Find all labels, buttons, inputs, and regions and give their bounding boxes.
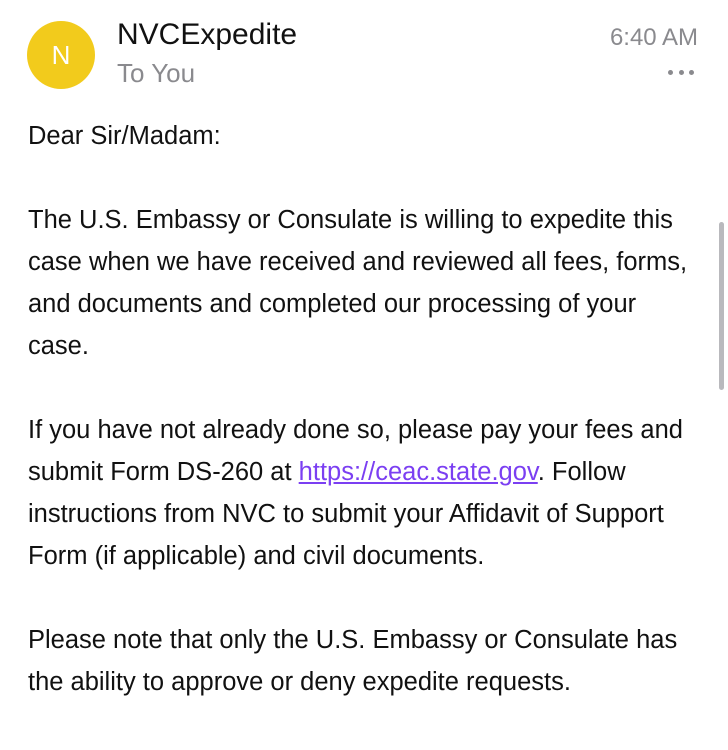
timestamp: 6:40 AM bbox=[609, 24, 698, 51]
scrollbar[interactable] bbox=[719, 222, 724, 390]
paragraph-2-text-end: . Follow instructions from NVC to submit your Affidavit of Support Form (if applicable) and civil documents. bbox=[28, 458, 664, 570]
avatar-initial: N bbox=[51, 39, 71, 70]
paragraph-2-text-start: If you have not already done so, please pay your fees and submit Form DS-260 at bbox=[28, 416, 683, 486]
email-header bbox=[0, 0, 728, 110]
more-horizontal-icon bbox=[668, 70, 694, 75]
ceac-link[interactable]: https://ceac.state.gov bbox=[298, 458, 538, 486]
body-paragraph-3: Please note that only the U.S. Embassy or Consulate has the ability to approve or deny expedite requests. bbox=[28, 626, 678, 696]
sender-avatar[interactable] bbox=[27, 21, 95, 89]
sender-name[interactable]: NVCExpedite bbox=[117, 18, 298, 51]
more-options-button[interactable] bbox=[668, 62, 694, 82]
greeting: Dear Sir/Madam: bbox=[28, 122, 221, 150]
body-paragraph-2 bbox=[28, 409, 698, 577]
email-body bbox=[28, 115, 698, 745]
body-paragraph-1: The U.S. Embassy or Consulate is willing to expedite this case when we have received and reviewed all fees, forms, and documents and completed our processing of your case. bbox=[28, 206, 688, 360]
recipient-label[interactable]: To You bbox=[117, 58, 196, 88]
